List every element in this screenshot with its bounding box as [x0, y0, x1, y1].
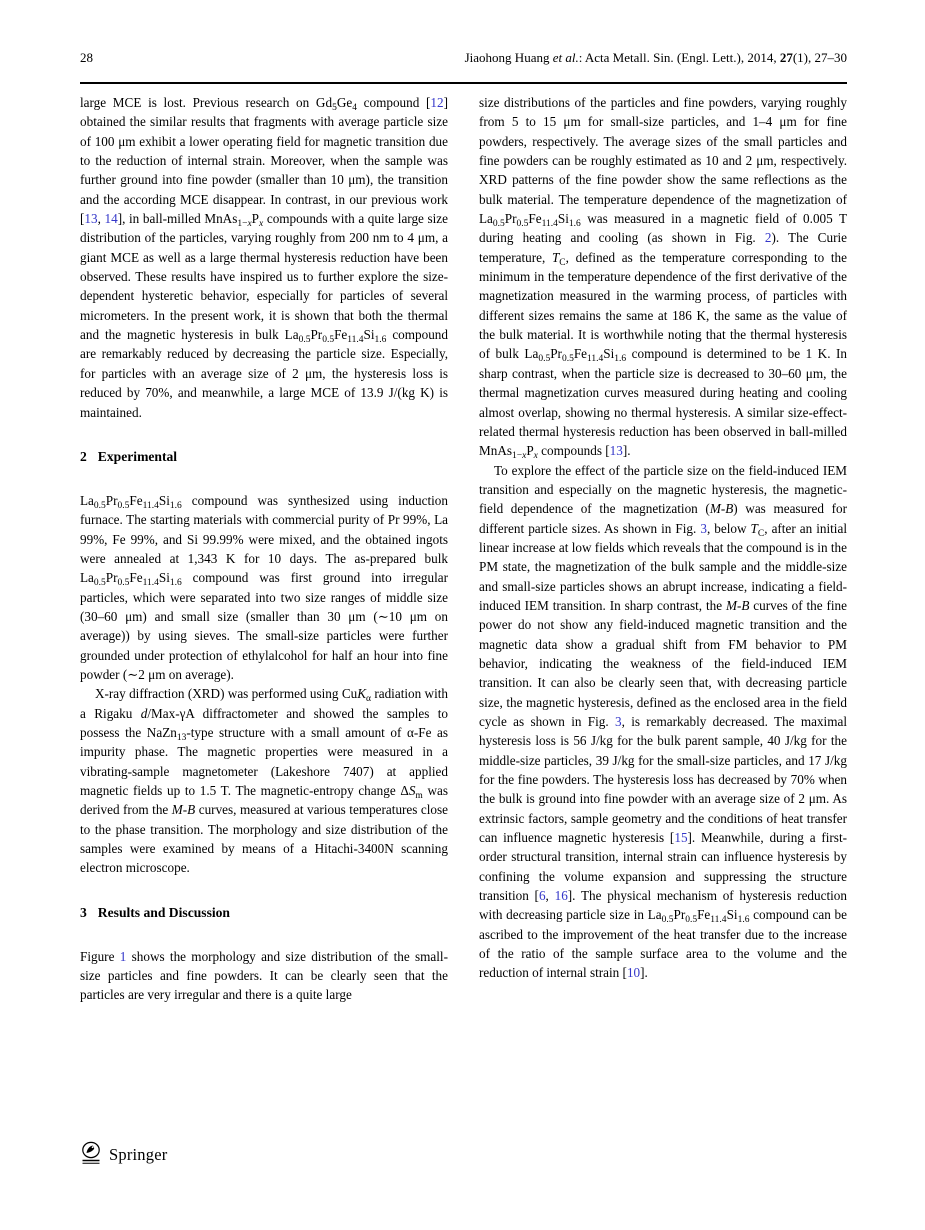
section-heading	[80, 903, 448, 922]
citation-link[interactable]: 10	[626, 965, 641, 981]
citation-link[interactable]: 16	[554, 888, 568, 904]
running-head: Jiaohong Huang et al.: Acta Metall. Sin. (Engl. Lett.), 2014, 27(1), 27–30	[464, 50, 847, 65]
citation-link[interactable]: 13	[609, 443, 623, 459]
citation-link[interactable]: 14	[104, 211, 118, 227]
paragraph: To explore the effect of the particle size on the field-induced IEM transition and especially on the magnetic hysteresis, the magnetic-field dependence of the magnetization (M-B) was measured for different particle sizes. As shown in Fig. 3, below $T_C$, after an initial linear increase at low fields which reveals that the compound is in the PM state, the magnetization of the bulk sample and the middle-size and small-size particles shows an abrupt increase, indicating a field-induced IEM transition. In sharp contrast, the M-B curves of the fine power do not show any field-induced magnetic transition and the magnetic data show a gradual shift from FM behavior to PM behavior, indicating the weakness of the field-induced IEM transition. It can also be clearly seen that, with decreasing particle size, the magnetic hysteresis, defined as the enclosed area in the field cycle as shown in Fig. 3, is remarkably decreased. The maximal hysteresis loss is 56 J/kg for the bulk parent sample, 40 J/kg for the middle-size particles, 39 J/kg for the small-size particles, and 17 J/kg for the fine powders. The hysteresis loss has decreased by 70% when the bulk is ground into fine powder with an average size of 2 μm. As extrinsic factors, sample geometry and the conditions of heat transfer can influence magnetic hysteresis [15]. Meanwhile, during a first-order structural transition, internal strain can influence hysteresis by confining the volume expansion and suppressing the structure transition [6, 16]. The physical mechanism of hysteresis reduction with decreasing particle size in $La_{0.5}Pr_{0.5}Fe_{11.4}Si_{1.6}$ compound can be ascribed to the improvement of the heat transfer due to the increase of the ratio of the sample surface area to the volume and the reduction of internal strain [10].	[479, 462, 848, 981]
citation-link[interactable]: 2	[764, 230, 772, 246]
citation-link[interactable]: 3	[614, 714, 622, 729]
citation-link[interactable]: 13	[84, 211, 98, 227]
citation-link[interactable]: 3	[700, 520, 707, 536]
citation-link[interactable]: 12	[430, 95, 444, 110]
paragraph: size distributions of the particles and fine powders, varying roughly from 5 to 15 μm for small-size particles, and 1–4 μm for fine powders, respectively. The average sizes of the small particles and fine powders can be roughly estimated as 10 and 2 μm, respectively. XRD patterns of the fine powder show the same reflections as the bulk material. The temperature dependence of the magnetization of $La_{0.5}Pr_{0.5}Fe_{11.4}Si_{1.6}$ was measured in a magnetic field of 0.005 T during heating and cooling (as shown in Fig. 2). The Curie temperature, $T_C$, defined as the temperature corresponding to the minimum in the temperature dependence of the first derivative of the magnetization measured in the warming process, of particles with different sizes remains the same at 186 K, the same as the value of the bulk material. It is worthwhile noting that the thermal hysteresis of bulk $La_{0.5}Pr_{0.5}Fe_{11.4}Si_{1.6}$ compound is determined to be 1 K. In sharp contrast, when the particle size is decreased to 30–60 μm, the thermal magnetization curves measured during heating and cooling almost overlap, showing no thermal hysteresis. A similar size-effect-related thermal hysteresis reduction has been observed in ball-milled $MnAs_{1-x}P_x$ compounds [13].	[479, 95, 847, 462]
citation-link[interactable]: 6	[538, 888, 546, 904]
springer-horse-icon	[80, 1141, 102, 1169]
paragraph: Figure 1 shows the morphology and size distribution of the small-size particles and fine powders. It can be clearly seen that the particles are very irregular and there is a quite large	[80, 948, 448, 1003]
citation-link[interactable]: 15	[674, 830, 688, 846]
right-column	[479, 93, 847, 1005]
section-title: Experimental	[97, 448, 178, 464]
page-footer	[80, 1141, 167, 1169]
section-number: 3	[80, 904, 87, 920]
header-rule	[80, 82, 847, 84]
section-heading	[80, 447, 448, 466]
section-title: Results and Discussion	[97, 904, 230, 920]
page-number: 28	[80, 50, 93, 65]
paragraph: X-ray diffraction (XRD) was performed using CuK$_\alpha$ radiation with a Rigaku d/Max-γA diffractometer and showed the samples to possess the NaZn$_{13}$-type structure with a small amount of α-Fe as impurity phase. The magnetic properties were measured in a vibrating-sample magnetometer (Lakeshore 7407) at applied magnetic fields up to 1.5 T. The magnetic-entropy change $\Delta S_m$ was derived from the M-B curves, measured at various temperatures close to the phase transition. The morphology and size distribution of the samples were examined by means of a Hitachi-3400N scanning electron microscope.	[80, 686, 449, 876]
page-header	[80, 50, 847, 66]
section-number: 2	[80, 448, 87, 464]
article-body	[80, 93, 847, 1005]
citation-link[interactable]: 1	[119, 948, 127, 964]
paragraph: large MCE is lost. Previous research on $Gd_5Ge_4$ compound [12] obtained the similar results that fragments with average particle size of 100 μm exhibit a lower operating field for magnetic transition due to the reduction of internal strain. Moreover, when the sample was further ground into fine powder (smaller than 10 μm), the transition and the according MCE disappear. In contrast, in our previous work [13, 14], in ball-milled $MnAs_{1-x}P_x$ compounds with a quite large size distribution of the particles, varying roughly from 200 nm to 4 μm, a giant MCE as well as a large thermal hysteresis reduction have been observed. These results have inspired us to further explore the size-dependent hysteretic behavior, especially for particles of several micrometers. In the present work, it is shown that both the thermal and the magnetic hysteresis in bulk $La_{0.5}Pr_{0.5}Fe_{11.4}Si_{1.6}$ compound are remarkably reduced by decreasing the particle size. Especially, for particles with an average size of 2 μm, the hysteresis loss is reduced by 70%, and meanwhile, a large MCE of 13.9 J/(kg K) is maintained.	[80, 95, 449, 420]
publisher-name: Springer	[109, 1145, 168, 1164]
left-column	[80, 93, 448, 1005]
paragraph: $La_{0.5}Pr_{0.5}Fe_{11.4}Si_{1.6}$ compound was synthesized using induction furnace. The starting materials with commercial purity of Pr 99%, La 99%, Fe 99%, and Si 99.99% were mixed, and the obtained ingots were annealed at 1,343 K for 10 days. The as-prepared bulk $La_{0.5}Pr_{0.5}Fe_{11.4}Si_{1.6}$ compound was first ground into irregular particles, which were separated into two size ranges of middle size (30–60 μm) and small size (smaller than 30 μm (∼10 μm on average)) by using sieves. The small-size particles were further grounded under protection of ethylalcohol for half an hour into fine powder (∼2 μm on average).	[80, 492, 448, 682]
